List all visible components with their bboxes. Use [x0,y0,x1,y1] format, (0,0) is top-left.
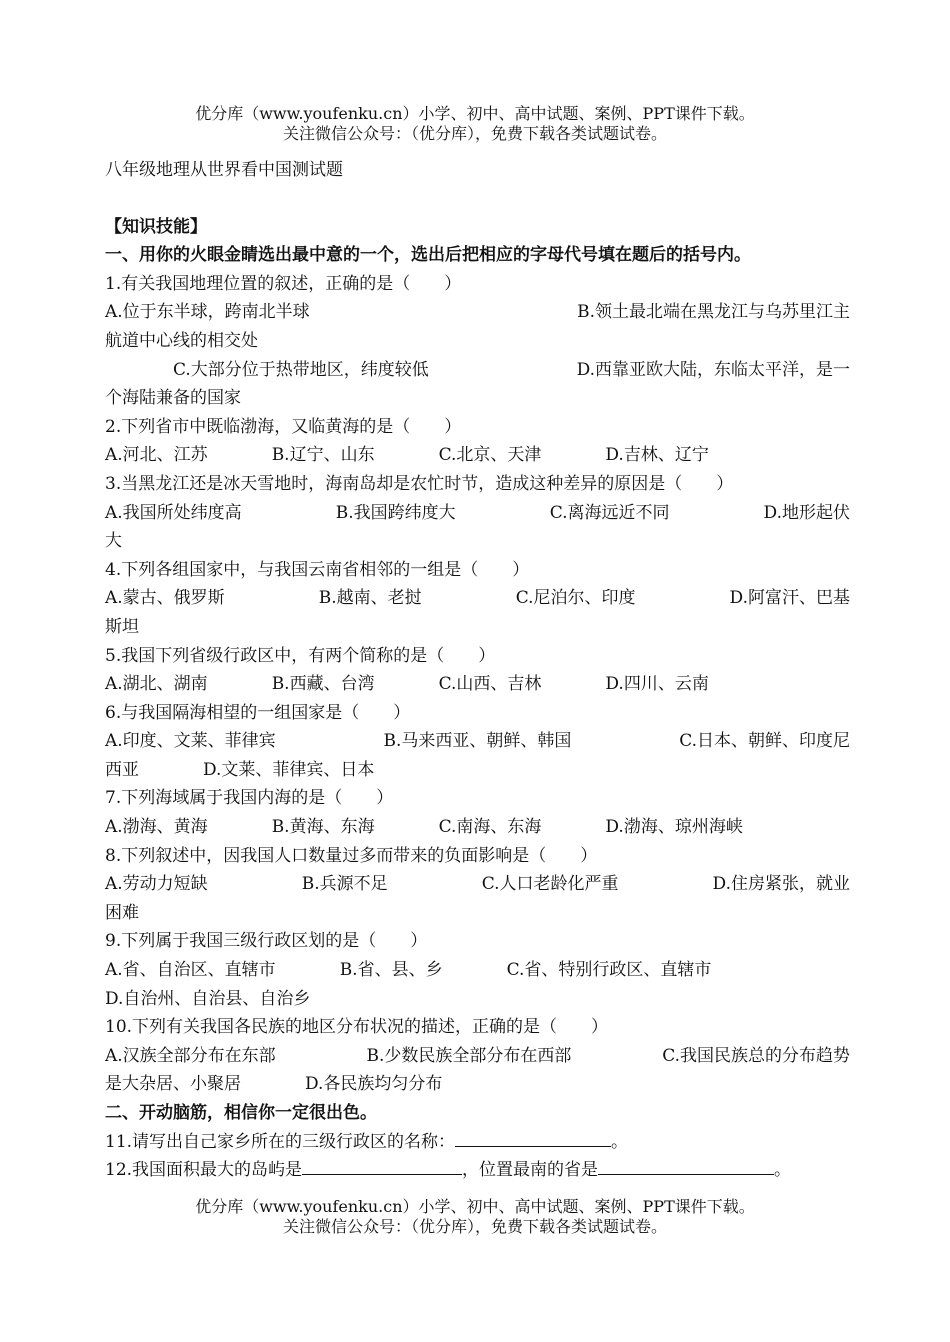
q7-option-d: D.渤海、琼州海峡 [605,817,743,838]
q4-option-d: D.阿富汗、巴基 [729,588,850,609]
question-5-stem: 5.我国下列省级行政区中，有两个简称的是（ ） [105,645,496,666]
question-12 [105,1156,850,1185]
footer-line-2: 关注微信公众号：（优分库），免费下载各类试题试卷。 [282,1217,667,1236]
footer-banner [0,1197,950,1237]
q5-option-a: A.湖北、湖南 [105,674,208,695]
q10-option-a: A.汉族全部分布在东部 [105,1045,276,1066]
section-header: 【知识技能】 [105,216,207,237]
question-4-stem: 4.下列各组国家中，与我国云南省相邻的一组是（ ） [105,559,530,580]
q11-end: 。 [611,1131,629,1152]
question-7-stem: 7.下列海域属于我国内海的是（ ） [105,788,394,809]
part2-heading: 二、开动脑筋，相信你一定很出色。 [105,1103,377,1123]
q12-answer-blank-1[interactable] [302,1156,462,1175]
question-1-stem: 1.有关我国地理位置的叙述，正确的是（ ） [105,273,462,294]
q2-option-b: B.辽宁、山东 [271,445,375,466]
q10-option-c-continued: 是大杂居、小聚居 [105,1074,241,1095]
q1-option-d-continued: 个海陆兼备的国家 [105,388,241,409]
q11-answer-blank[interactable] [455,1128,611,1147]
question-9-options [105,956,850,985]
part1-heading: 一、用你的火眼金睛选出最中意的一个，选出后把相应的字母代号填在题后的括号内。 [105,245,751,266]
question-11 [105,1128,850,1157]
q7-option-b: B.黄海、东海 [271,817,375,838]
q4-option-c: C.尼泊尔、印度 [515,588,636,609]
question-6-options [105,727,850,756]
q12-middle-text: ，位置最南的省是 [462,1160,599,1181]
q9-option-d: D.自治州、自治县、自治乡 [105,988,311,1009]
banner-line-2: 关注微信公众号：（优分库），免费下载各类试题试卷。 [282,124,667,143]
footer-line-1: 优分库（www.youfenku.cn）小学、初中、高中试题、案例、PPT课件下载。 [195,1197,755,1216]
question-2-options [105,441,850,470]
q9-option-a: A.省、自治区、直辖市 [105,960,276,981]
q11-text: 11.请写出自己家乡所在的三级行政区的名称： [105,1131,456,1152]
q6-option-b: B.马来西亚、朝鲜、韩国 [383,731,572,752]
question-8-stem: 8.下列叙述中，因我国人口数量过多而带来的负面影响是（ ） [105,845,598,866]
exam-content [105,156,850,1185]
q3-option-d: D.地形起伏 [763,502,850,523]
q8-option-d: D.住房紧张，就业 [712,874,850,895]
q8-option-b: B.兵源不足 [301,874,388,895]
q12-text: 12.我国面积最大的岛屿是 [105,1160,303,1181]
question-10-options-row-2 [105,1070,850,1099]
question-7-options [105,813,850,842]
q8-option-c: C.人口老龄化严重 [481,874,619,895]
question-6-options-row-2 [105,756,850,785]
q1-option-d: D.西靠亚欧大陆，东临太平洋，是一 [576,359,850,380]
q1-option-c: C.大部分位于热带地区，纬度较低 [173,359,429,380]
q8-option-a: A.劳动力短缺 [105,874,208,895]
question-8-options [105,870,850,899]
question-2-stem: 2.下列省市中既临渤海，又临黄海的是（ ） [105,416,462,437]
q6-option-a: A.印度、文莱、菲律宾 [105,731,276,752]
q10-option-d: D.各民族均匀分布 [305,1074,443,1095]
q4-option-b: B.越南、老挝 [318,588,422,609]
question-9-stem: 9.下列属于我国三级行政区划的是（ ） [105,931,428,952]
q5-option-b: B.西藏、台湾 [271,674,375,695]
q1-option-b-continued: 航道中心线的相交处 [105,330,258,351]
question-4-options [105,584,850,613]
q12-answer-blank-2[interactable] [598,1156,774,1175]
document-title: 八年级地理从世界看中国测试题 [105,160,343,180]
q10-option-b: B.少数民族全部分布在西部 [366,1045,572,1066]
q6-option-c-continued: 西亚 [105,759,139,780]
question-3-options [105,499,850,528]
q9-option-c: C.省、特别行政区、直辖市 [506,960,712,981]
q9-option-b: B.省、县、乡 [339,960,443,981]
question-1-options-row-1 [105,298,850,327]
q1-option-b: B.领土最北端在黑龙江与乌苏里江主 [577,302,850,323]
q2-option-d: D.吉林、辽宁 [605,445,709,466]
q3-option-d-continued: 大 [105,531,122,552]
q6-option-c: C.日本、朝鲜、印度尼 [679,731,850,752]
question-10-stem: 10.下列有关我国各民族的地区分布状况的描述，正确的是（ ） [105,1017,609,1038]
q7-option-a: A.渤海、黄海 [105,817,208,838]
header-banner [0,104,950,144]
question-6-stem: 6.与我国隔海相望的一组国家是（ ） [105,702,411,723]
q2-option-a: A.河北、江苏 [105,445,208,466]
q1-option-a: A.位于东半球，跨南北半球 [105,302,310,323]
q8-option-d-continued: 困难 [105,902,139,923]
q4-option-d-continued: 斯坦 [105,616,139,637]
q4-option-a: A.蒙古、俄罗斯 [105,588,225,609]
q3-option-c: C.离海远近不同 [549,502,670,523]
question-1-options-row-2 [105,356,850,385]
q5-option-c: C.山西、吉林 [438,674,542,695]
q3-option-b: B.我国跨纬度大 [335,502,456,523]
question-5-options [105,670,850,699]
q10-option-c: C.我国民族总的分布趋势 [662,1045,850,1066]
q6-option-d: D.文莱、菲律宾、日本 [203,759,375,780]
q12-end: 。 [774,1160,792,1181]
q2-option-c: C.北京、天津 [438,445,542,466]
question-10-options [105,1042,850,1071]
banner-line-1: 优分库（www.youfenku.cn）小学、初中、高中试题、案例、PPT课件下载。 [195,104,755,123]
q7-option-c: C.南海、东海 [438,817,542,838]
q3-option-a: A.我国所处纬度高 [105,502,242,523]
q5-option-d: D.四川、云南 [605,674,709,695]
question-3-stem: 3.当黑龙江还是冰天雪地时，海南岛却是农忙时节，造成这种差异的原因是（ ） [105,473,734,494]
